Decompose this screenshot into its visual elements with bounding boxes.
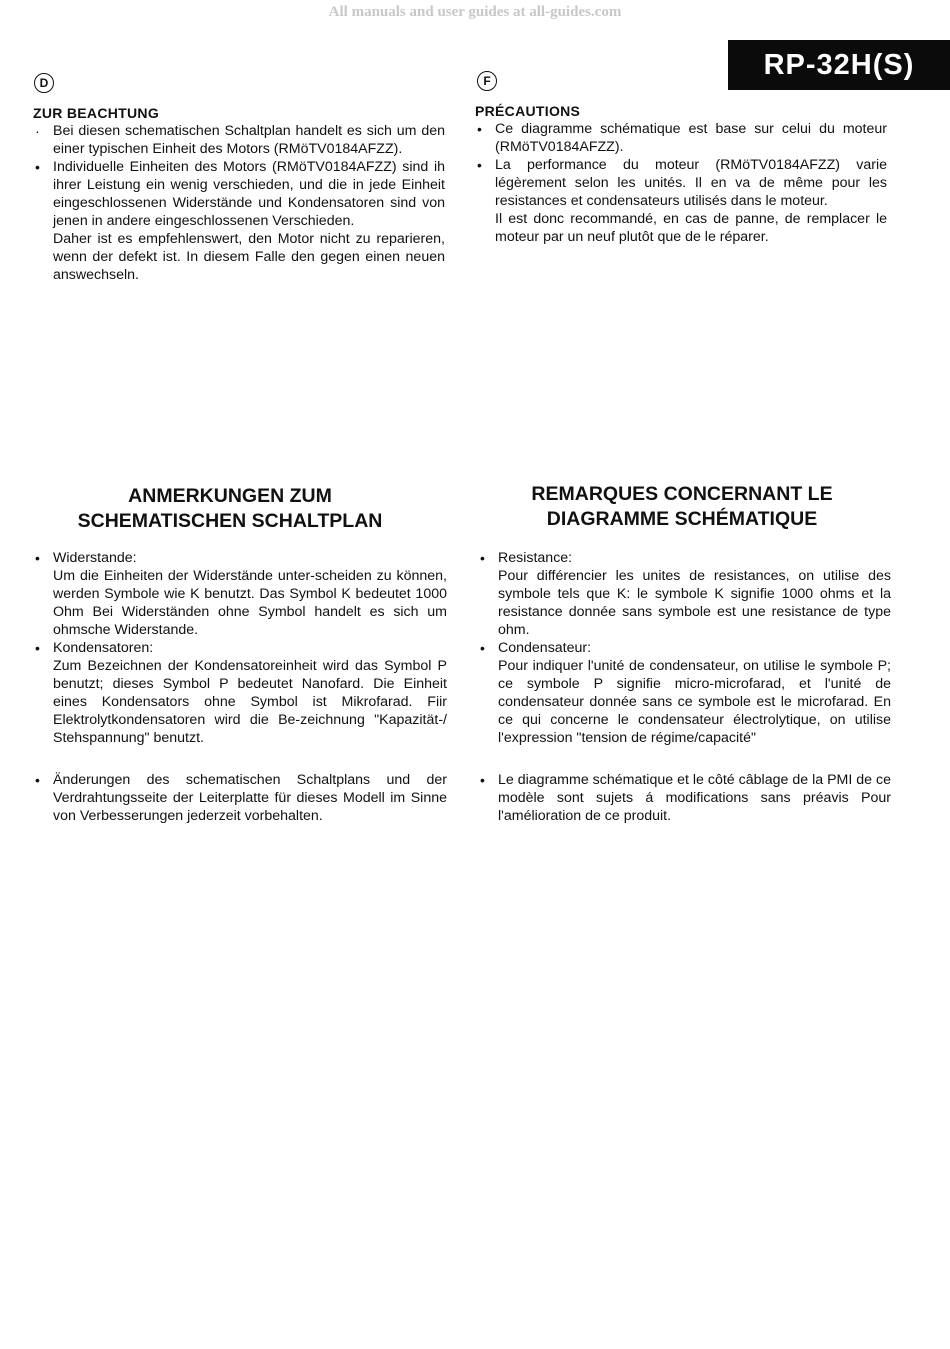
bullet-icon: · (35, 123, 40, 139)
bullet-icon: • (477, 157, 482, 173)
bullet-icon: • (35, 550, 40, 566)
french-resist-text: Pour différencier les unites de resistances, on utilise des symbole tels que K: le symbole K signifie 1000 ohms et la resistance donnée sans symbole est une resistance de type ohm. (498, 568, 891, 638)
german-changes-item (33, 771, 447, 825)
french-cap-label: Condensateur: (498, 640, 592, 656)
bullet-icon: • (35, 640, 40, 656)
french-precaution-item-1 (475, 120, 887, 156)
french-cap-item (478, 639, 891, 657)
german-precautions (33, 104, 445, 284)
german-cap-label: Kondensatoren: (53, 640, 154, 656)
french-notes-body (478, 549, 891, 747)
german-resist-text: Um die Einheiten der Widerstände unter-scheiden zu können, werden Symbole wie K benutzt. Das Symbol K bedeutet 1000 Ohm Bei Widerständen ohne Symbol handelt es sich um ohmsche Widerstande. (53, 568, 447, 638)
watermark-text: All manuals and user guides at all-guides.com (328, 4, 622, 20)
bullet-icon: • (480, 640, 485, 656)
german-notes-title-line-2: SCHEMATISCHEN SCHALTPLAN (77, 510, 383, 532)
german-notes-body (33, 549, 447, 747)
german-cap-text: Zum Bezeichnen der Kondensatoreinheit wird das Symbol P benutzt; dieses Symbol P bedeutet Nanofard. Die Einheit eines Kondensators ohne Symbol ist Mikrofarad. Fiir Elektrolytkondensatoren wird die Be-zeichnung "Kapazität-/ Stehspannung" benutzt. (53, 658, 447, 746)
bullet-icon: • (480, 550, 485, 566)
bullet-icon: • (477, 121, 482, 137)
french-changes-item (478, 771, 891, 825)
german-resist-label: Widerstande: (53, 550, 137, 566)
german-cap-item (33, 639, 447, 657)
german-notes-title-line-1: ANMERKUNGEN ZUM (128, 485, 332, 507)
german-precaution-item-2 (33, 158, 445, 230)
bullet-icon: • (480, 772, 485, 788)
french-resist-label: Resistance: (498, 550, 573, 566)
french-precautions (475, 102, 887, 246)
french-changes-text: Le diagramme schématique et le côté câblage de la PMI de ce modèle sont sujets á modifications sans préavis Pour l'amélioration de ce produit. (498, 772, 891, 824)
german-precaution-text-2-cont: Daher ist es empfehlenswert, den Motor nicht zu reparieren, wenn der defekt ist. In diesem Falle den gegen einen neuen answechseln. (53, 231, 445, 283)
bullet-icon: • (35, 159, 40, 175)
german-changes-text: Änderungen des schematischen Schaltplans und der Verdrahtungsseite der Leiterplatte für dieses Modell im Sinne von Verbesserungen jederzeit vorbehalten. (53, 772, 447, 824)
french-notes-title (482, 482, 882, 532)
german-precaution-text-1: Bei diesen schematischen Schaltplan handelt es sich um den einer typischen Einheit des Motors (RMöTV0184AFZZ). (53, 123, 445, 157)
french-precaution-text-2-cont: Il est donc recommandé, en cas de panne, de remplacer le moteur par un neuf plutôt que de le réparer. (495, 211, 887, 245)
model-number-badge: RP-32H(S) (728, 40, 950, 90)
french-precaution-text-2: La performance du moteur (RMöTV0184AFZZ) varie légèrement selon les unités. Il en va de même pour les resistances et condensateurs utilisés dans le moteur. (495, 157, 887, 209)
french-notes-title-line-2: DIAGRAMME SCHÉMATIQUE (546, 508, 818, 530)
german-precaution-item-1 (33, 122, 445, 158)
german-notes-title (30, 484, 430, 534)
german-precaution-text-2: Individuelle Einheiten des Motors (RMöTV0184AFZZ) sind ih ihrer Leistung ein wenig verschieden, und die in jede Einheit eingeschlossenen Widerstände und Kondensatoren sind von jenen in andere eingeschlossenen Verschieden. (53, 159, 445, 229)
german-precautions-heading: ZUR BEACHTUNG (33, 105, 160, 121)
german-language-icon: D (34, 73, 54, 93)
french-precaution-text-1: Ce diagramme schématique est base sur celui du moteur (RMöTV0184AFZZ). (495, 121, 887, 155)
french-language-icon: F (477, 71, 497, 91)
french-changes-notice (478, 771, 891, 825)
bullet-icon: • (35, 772, 40, 788)
french-precaution-item-2 (475, 156, 887, 210)
german-resist-item (33, 549, 447, 567)
french-resist-item (478, 549, 891, 567)
french-cap-text: Pour indiquer l'unité de condensateur, on utilise le symbole P; ce symbole P signifie micro-microfarad, et l'unité de condensateur donnée sans ce symbole est le microfarad. En ce qui concerne le condensateur électrolytique, on utilise l'expression "tension de régime/capacité" (498, 658, 891, 746)
german-changes-notice (33, 771, 447, 825)
french-precautions-heading: PRÉCAUTIONS (475, 103, 581, 119)
french-notes-title-line-1: REMARQUES CONCERNANT LE (531, 483, 833, 505)
